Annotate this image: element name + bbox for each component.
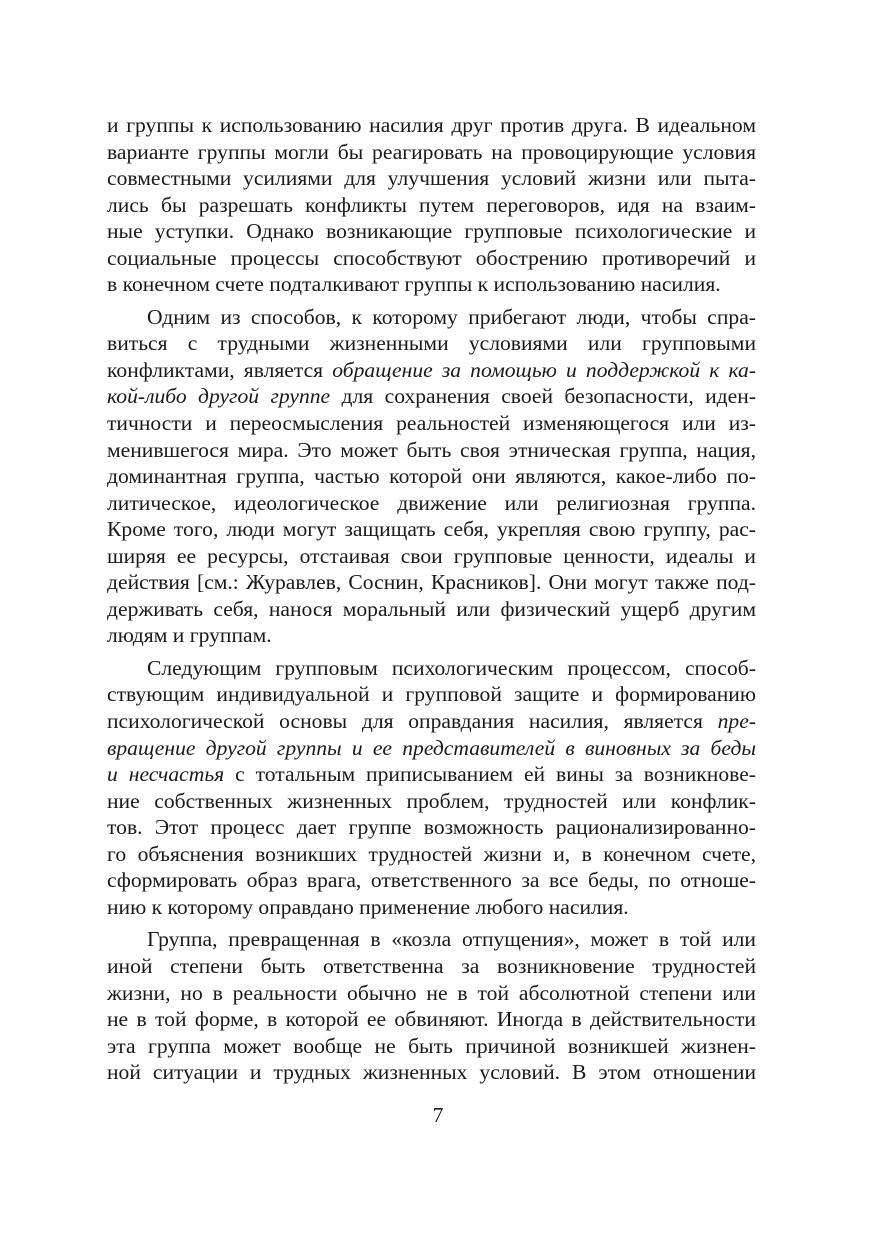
- text-segment: с тотальным приписыванием ей вины за возникнове-: [224, 762, 756, 787]
- italic-phrase: и несчастья: [107, 762, 225, 787]
- text-segment: людям и группам.: [107, 623, 272, 648]
- text-line: [107, 708, 756, 735]
- text-line: [107, 953, 756, 980]
- text-line: [107, 926, 756, 953]
- text-segment: и группы к использованию насилия друг против друга. В идеальном: [107, 113, 756, 137]
- paragraph: [107, 926, 756, 1085]
- text-line: [107, 1006, 756, 1033]
- text-line: [107, 569, 756, 596]
- text-segment: психологической основы для оправдания насилия, является: [107, 709, 718, 734]
- text-line: [107, 655, 756, 682]
- text-line: [107, 735, 756, 762]
- text-line: [107, 383, 756, 410]
- text-line: [107, 271, 756, 298]
- text-line: [107, 357, 756, 384]
- text-line: [107, 245, 756, 272]
- page-number: 7: [432, 1103, 444, 1127]
- text-segment: социальные процессы способствуют обострению противоречий и: [107, 245, 756, 270]
- text-line: [107, 139, 756, 166]
- text-line: [107, 841, 756, 868]
- text-segment: доминантная группа, частью которой они являются, какое-либо по-: [107, 464, 756, 489]
- text-line: [107, 622, 756, 649]
- text-segment: Кроме того, люди могут защищать себя, укрепляя свою группу, рас-: [107, 517, 756, 542]
- text-line: [107, 112, 756, 139]
- text-segment: литическое, идеологическое движение или религиозная группа.: [107, 490, 756, 515]
- text-line: [107, 437, 756, 464]
- text-segment: ширяя ее ресурсы, отстаивая свои групповые ценности, идеалы и: [107, 543, 756, 568]
- text-line: [107, 681, 756, 708]
- text-segment: для сохранения своей безопасности, иден-: [330, 384, 756, 409]
- text-line: [107, 596, 756, 623]
- italic-phrase: кой-либо другой группе: [107, 384, 331, 409]
- text-line: [107, 867, 756, 894]
- text-segment: Группа, превращенная в «козла отпущения», может в той или: [147, 927, 756, 952]
- text-segment: Одним из способов, к которому прибегают люди, чтобы спра-: [147, 304, 756, 329]
- text-segment: иной степени быть ответственна за возникновение трудностей: [107, 953, 756, 978]
- text-segment: тов. Этот процесс дает группе возможность рационализированно-: [107, 815, 756, 840]
- text-segment: нию к которому оправдано применение любого насилия.: [107, 894, 629, 919]
- text-segment: ствующим индивидуальной и групповой защите и формированию: [107, 682, 756, 707]
- text-segment: в конечном счете подталкивают группы к использованию насилия.: [107, 272, 721, 297]
- text-line: [107, 490, 756, 517]
- text-segment: тичности и переосмысления реальностей изменяющегося или из-: [107, 411, 756, 436]
- text-line: [107, 516, 756, 543]
- paragraph: [107, 304, 756, 649]
- text-line: [107, 304, 756, 331]
- text-segment: ные уступки. Однако возникающие групповые психологические и: [107, 219, 756, 244]
- text-line: [107, 192, 756, 219]
- text-segment: эта группа может вообще не быть причиной возникшей жизнен-: [107, 1033, 756, 1058]
- text-segment: варианте группы могли бы реагировать на провоцирующие условия: [107, 139, 756, 164]
- text-segment: не в той форме, в которой ее обвиняют. Иногда в действительности: [107, 1007, 756, 1032]
- text-segment: держивать себя, нанося моральный или физический ущерб другим: [107, 596, 756, 621]
- italic-phrase: вращение другой группы и ее представителей в виновных за беды: [107, 735, 756, 760]
- text-line: [107, 218, 756, 245]
- text-line: [107, 788, 756, 815]
- italic-phrase: обращение за помощью и поддержкой к ка-: [332, 357, 757, 382]
- text-line: [107, 761, 756, 788]
- text-line: [107, 543, 756, 570]
- text-line: [107, 1059, 756, 1086]
- text-segment: действия [см.: Журавлев, Соснин, Красников]. Они могут также под-: [107, 570, 756, 595]
- text-line: [107, 980, 756, 1007]
- text-segment: жизни, но в реальности обычно не в той абсолютной степени или: [107, 980, 756, 1005]
- text-segment: менившегося мира. Это может быть своя этническая группа, нация,: [107, 437, 756, 462]
- text-segment: ной ситуации и трудных жизненных условий. В этом отношении: [107, 1060, 756, 1085]
- text-line: [107, 1033, 756, 1060]
- text-segment: конфликтами, является: [107, 357, 333, 382]
- paragraph: [107, 655, 756, 920]
- text-line: [107, 165, 756, 192]
- text-line: [107, 330, 756, 357]
- body-text: [107, 112, 756, 1086]
- text-segment: виться с трудными жизненными условиями или групповыми: [107, 331, 756, 356]
- text-segment: Следующим групповым психологическим процессом, способ-: [147, 655, 756, 680]
- paragraph: [107, 112, 756, 298]
- text-segment: сформировать образ врага, ответственного за все беды, по отноше-: [107, 868, 756, 893]
- text-line: [107, 463, 756, 490]
- text-line: [107, 814, 756, 841]
- text-line: [107, 894, 756, 921]
- text-segment: го объяснения возникших трудностей жизни и, в конечном счете,: [107, 841, 756, 866]
- text-line: [107, 410, 756, 437]
- text-segment: лись бы разрешать конфликты путем переговоров, идя на взаим-: [107, 192, 756, 217]
- text-segment: ние собственных жизненных проблем, трудностей или конфлик-: [107, 788, 756, 813]
- italic-phrase: пре-: [717, 709, 756, 734]
- text-segment: совместными усилиями для улучшения условий жизни или пыта-: [107, 166, 756, 191]
